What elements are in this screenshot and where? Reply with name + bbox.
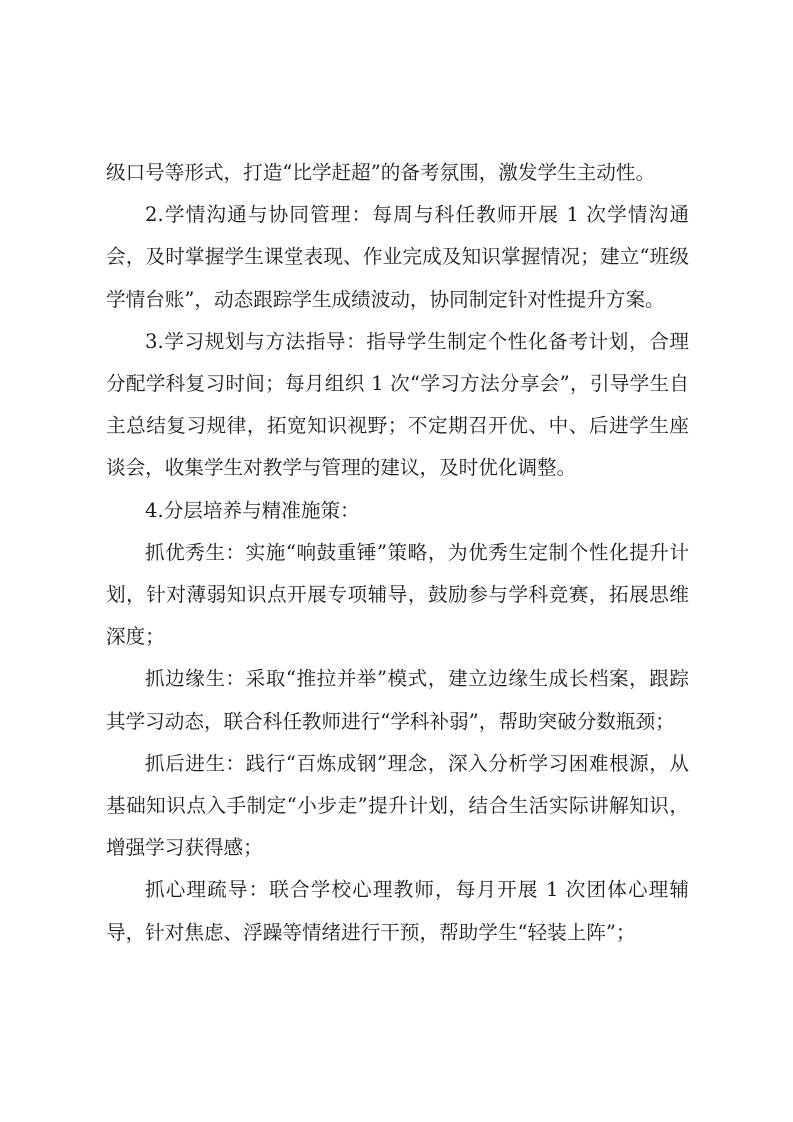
paragraph-psychological-support: 抓心理疏导：联合学校心理教师，每月开展 1 次团体心理辅导，针对焦虑、浮躁等情绪进行干预，帮助学生“轻装上阵”； <box>106 878 689 944</box>
paragraph-layered-heading: 4.分层培养与精准施策： <box>145 498 360 522</box>
paragraph-top-students: 抓优秀生：实施“响鼓重锤”策略，为优秀生定制个性化提升计划，针对薄弱知识点开展专项辅导，鼓励参与学科竞赛，拓展思维深度； <box>106 540 689 649</box>
paragraph-planning: 3.学习规划与方法指导：指导学生制定个性化备考计划，合理分配学科复习时间；每月组织 1 次“学习方法分享会”，引导学生自主总结复习规律，拓宽知识视野；不定期召开优、中、后进学生座谈会，收集学生对教学与管理的建议，及时优化调整。 <box>106 329 689 480</box>
body-text <box>106 152 689 954</box>
paragraph-motivation-end: 级口号等形式，打造“比学赶超”的备考氛围，激发学生主动性。 <box>106 161 656 184</box>
paragraph-borderline-students: 抓边缘生：采取“推拉并举”模式，建立边缘生成长档案，跟踪其学习动态，联合科任教师进行“学科补弱”，帮助突破分数瓶颈； <box>106 667 689 733</box>
paragraph-communication: 2.学情沟通与协同管理：每周与科任教师开展 1 次学情沟通会，及时掌握学生课堂表现、作业完成及知识掌握情况；建立“班级学情台账”，动态跟踪学生成绩波动，协同制定针对性提升方案。 <box>106 203 689 311</box>
paragraph-struggling-students: 抓后进生：践行“百炼成钢”理念，深入分析学习困难根源，从基础知识点入手制定“小步走”提升计划，结合生活实际讲解知识，增强学习获得感； <box>106 751 689 860</box>
